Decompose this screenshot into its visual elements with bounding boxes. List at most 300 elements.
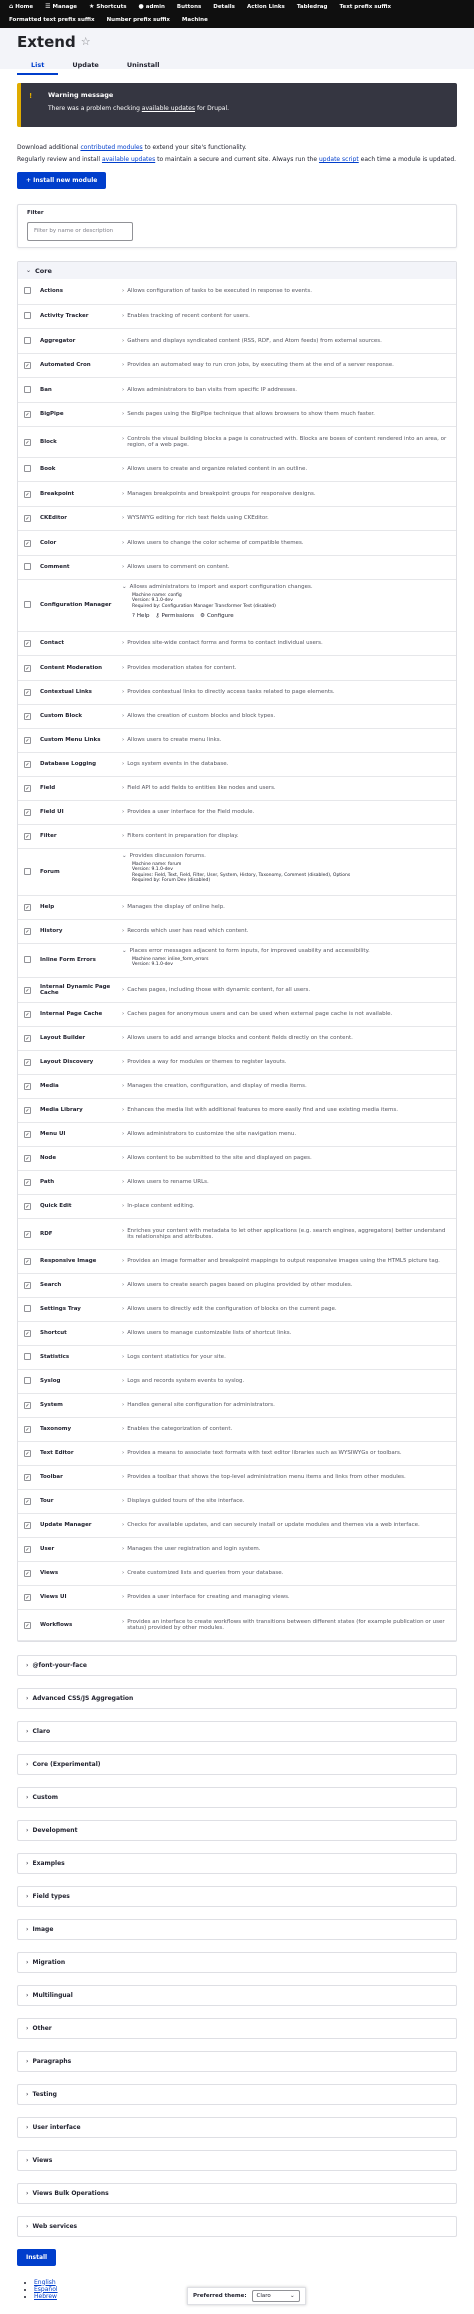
chevron-right-icon[interactable]: › bbox=[122, 362, 125, 368]
package-group[interactable]: › Other bbox=[17, 2018, 457, 2039]
module-name[interactable]: Node bbox=[40, 1146, 122, 1170]
module-name[interactable]: Media Library bbox=[40, 1098, 122, 1122]
package-group[interactable]: › Custom bbox=[17, 1787, 457, 1808]
module-description[interactable]: Manages the display of online help. bbox=[127, 904, 225, 910]
module-name[interactable]: Views UI bbox=[40, 1585, 122, 1609]
module-name[interactable]: Menu UI bbox=[40, 1122, 122, 1146]
module-checkbox[interactable]: ✓ bbox=[25, 810, 30, 816]
module-description[interactable]: Allows users to create menu links. bbox=[127, 737, 222, 743]
module-checkbox[interactable] bbox=[24, 868, 31, 875]
chevron-right-icon[interactable]: › bbox=[122, 1179, 125, 1185]
chevron-down-icon: ⌄ bbox=[289, 2293, 295, 2299]
module-checkbox[interactable]: ✓ bbox=[25, 1231, 30, 1238]
module-description[interactable]: Checks for available updates, and can securely install or update modules and themes via a web interface. bbox=[127, 1522, 420, 1528]
chevron-right-icon[interactable]: › bbox=[122, 928, 125, 934]
chevron-right-icon[interactable]: › bbox=[122, 435, 125, 442]
module-description[interactable]: Manages the user registration and login system. bbox=[127, 1546, 261, 1552]
module-description[interactable]: Provides a user interface for creating and managing views. bbox=[127, 1594, 290, 1600]
module-checkbox[interactable] bbox=[24, 386, 31, 393]
module-checkbox[interactable] bbox=[24, 312, 31, 319]
gear-icon: ⚙ bbox=[200, 613, 205, 619]
chevron-right-icon[interactable]: › bbox=[122, 337, 125, 344]
module-link-configure[interactable]: ⚙ Configure bbox=[200, 613, 234, 619]
chevron-right-icon[interactable]: › bbox=[122, 466, 125, 472]
page-header bbox=[0, 28, 474, 69]
table-row bbox=[18, 776, 456, 800]
module-checkbox[interactable]: ✓ bbox=[25, 786, 30, 792]
available-updates-link-2[interactable]: available updates bbox=[101, 156, 156, 163]
module-name[interactable]: Internal Dynamic Page Cache bbox=[40, 977, 122, 1002]
chevron-right-icon[interactable]: › bbox=[122, 1306, 125, 1312]
module-checkbox[interactable] bbox=[24, 337, 31, 344]
module-description[interactable]: Enables tracking of recent content for users. bbox=[127, 313, 250, 319]
tab-uninstall[interactable]: Uninstall bbox=[126, 61, 160, 69]
module-checkbox[interactable]: ✓ bbox=[25, 987, 30, 994]
package-group[interactable]: › Development bbox=[17, 1820, 457, 1841]
module-name[interactable]: Content Moderation bbox=[40, 655, 122, 680]
module-name[interactable]: Custom Menu Links bbox=[40, 728, 122, 752]
chevron-right-icon: › bbox=[26, 1859, 29, 1867]
module-checkbox[interactable]: ✓ bbox=[25, 363, 30, 369]
module-checkbox[interactable]: ✓ bbox=[25, 1331, 30, 1337]
chevron-right-icon[interactable]: › bbox=[122, 833, 125, 839]
module-checkbox[interactable]: ✓ bbox=[25, 516, 30, 522]
module-checkbox[interactable]: ✓ bbox=[25, 1204, 30, 1210]
module-name[interactable]: Contact bbox=[40, 631, 122, 655]
module-description[interactable]: Manages the creation, configuration, and display of media items. bbox=[127, 1083, 307, 1089]
module-name[interactable]: Views bbox=[40, 1561, 122, 1585]
chevron-right-icon[interactable]: › bbox=[122, 1107, 125, 1113]
table-row bbox=[18, 728, 456, 752]
module-name[interactable]: Field bbox=[40, 776, 122, 800]
module-name[interactable]: Help bbox=[40, 895, 122, 919]
module-checkbox[interactable]: ✓ bbox=[25, 1571, 30, 1577]
chevron-right-icon[interactable]: › bbox=[122, 1059, 125, 1065]
module-checkbox[interactable] bbox=[24, 1377, 31, 1384]
module-description[interactable]: Manages breakpoints and breakpoint groups for responsive designs. bbox=[127, 490, 316, 497]
package-group[interactable]: › Field types bbox=[17, 1886, 457, 1907]
module-name[interactable]: Workflows bbox=[40, 1609, 122, 1640]
module-checkbox[interactable]: ✓ bbox=[25, 1108, 30, 1114]
chevron-right-icon[interactable]: › bbox=[122, 1546, 125, 1552]
filter-box bbox=[17, 204, 457, 248]
tab-update[interactable]: Update bbox=[72, 61, 99, 69]
star-icon: ★ bbox=[89, 3, 95, 10]
module-checkbox[interactable] bbox=[24, 601, 31, 608]
chevron-right-icon[interactable]: › bbox=[122, 737, 125, 743]
admin-toolbar bbox=[0, 0, 474, 28]
module-description[interactable]: Provides a means to associate text formats with text editor libraries such as WYSIWYGs or toolbars. bbox=[127, 1450, 402, 1456]
chevron-right-icon[interactable]: › bbox=[122, 411, 125, 417]
module-name[interactable]: Taxonomy bbox=[40, 1417, 122, 1441]
package-group[interactable]: › Multilingual bbox=[17, 1985, 457, 2006]
module-name[interactable]: Inline Form Errors bbox=[40, 943, 122, 977]
package-group[interactable]: › Examples bbox=[17, 1853, 457, 1874]
table-row bbox=[18, 1321, 456, 1345]
module-name[interactable]: Ban bbox=[40, 377, 122, 402]
chevron-right-icon[interactable]: › bbox=[122, 539, 125, 546]
chevron-right-icon[interactable]: › bbox=[122, 1227, 125, 1234]
table-row bbox=[18, 555, 456, 579]
package-group[interactable]: › User interface bbox=[17, 2117, 457, 2138]
module-description[interactable]: Allows users to rename URLs. bbox=[127, 1179, 209, 1185]
module-description[interactable]: WYSIWYG editing for rich text fields using CKEditor. bbox=[127, 515, 269, 521]
module-name[interactable]: Field UI bbox=[40, 800, 122, 824]
chevron-right-icon[interactable]: › bbox=[122, 288, 125, 295]
language-link[interactable]: Español bbox=[34, 2285, 58, 2293]
module-description[interactable]: Provides a user interface for the Field module. bbox=[127, 809, 255, 815]
toolbar-item-0[interactable]: ⌂ Home bbox=[9, 3, 34, 10]
module-checkbox[interactable]: ✓ bbox=[25, 714, 30, 720]
module-name[interactable]: Update Manager bbox=[40, 1513, 122, 1537]
module-checkbox[interactable]: ✓ bbox=[25, 1427, 30, 1433]
module-description[interactable]: Gathers and displays syndicated content (RSS, RDF, and Atom feeds) from external sources. bbox=[127, 337, 382, 344]
toolbar-item-11[interactable]: Machine bbox=[181, 16, 208, 23]
module-name[interactable]: Custom Block bbox=[40, 704, 122, 728]
table-row bbox=[18, 1074, 456, 1098]
chevron-right-icon[interactable]: › bbox=[122, 1522, 125, 1528]
chevron-right-icon[interactable]: › bbox=[122, 386, 125, 393]
module-name[interactable]: Automated Cron bbox=[40, 353, 122, 377]
chevron-right-icon[interactable]: › bbox=[122, 313, 125, 319]
module-description[interactable]: Allows administrators to ban visits from specific IP addresses. bbox=[127, 386, 297, 393]
chevron-right-icon[interactable]: › bbox=[122, 564, 125, 570]
module-description[interactable]: Provides site-wide contact forms and forms to contact individual users. bbox=[127, 640, 323, 646]
chevron-right-icon[interactable]: › bbox=[122, 1203, 125, 1209]
module-description[interactable]: Displays guided tours of the site interface. bbox=[127, 1498, 245, 1504]
chevron-right-icon[interactable]: › bbox=[122, 1450, 125, 1456]
intro-text: Download additional contributed modules to extend your site's functionality. Regularly review and install available updates to maintain a secure and current site. Always run the update script each time a module is updated. bbox=[17, 144, 457, 163]
module-description[interactable]: Records which user has read which content. bbox=[127, 928, 249, 934]
module-checkbox[interactable]: ✓ bbox=[25, 1156, 30, 1162]
module-description[interactable]: Provides a way for modules or themes to register layouts. bbox=[127, 1059, 287, 1065]
package-group[interactable]: › Advanced CSS/JS Aggregation bbox=[17, 1688, 457, 1709]
module-name[interactable]: Forum bbox=[40, 848, 122, 895]
package-group[interactable]: › Core (Experimental) bbox=[17, 1754, 457, 1775]
module-description[interactable]: Allows users to change the color scheme of compatible themes. bbox=[127, 539, 304, 546]
chevron-right-icon[interactable]: › bbox=[122, 1402, 125, 1408]
module-name[interactable]: Responsive Image bbox=[40, 1249, 122, 1273]
chevron-right-icon[interactable]: › bbox=[122, 515, 125, 521]
module-name[interactable]: Internal Page Cache bbox=[40, 1002, 122, 1026]
toolbar-item-5[interactable]: Details bbox=[213, 3, 235, 10]
chevron-right-icon[interactable]: › bbox=[122, 1131, 125, 1137]
chevron-right-icon: › bbox=[26, 2024, 29, 2032]
table-row bbox=[18, 304, 456, 328]
module-description[interactable]: Logs system events in the database. bbox=[127, 761, 229, 767]
module-name[interactable]: Database Logging bbox=[40, 752, 122, 776]
table-row bbox=[18, 1146, 456, 1170]
chevron-right-icon[interactable]: › bbox=[122, 664, 125, 671]
table-row bbox=[18, 1537, 456, 1561]
module-description[interactable]: Allows administrators to customize the site navigation menu. bbox=[127, 1131, 297, 1137]
module-checkbox[interactable]: ✓ bbox=[25, 1180, 30, 1186]
preferred-theme-bar bbox=[187, 2287, 306, 2305]
module-name[interactable]: Settings Tray bbox=[40, 1297, 122, 1321]
module-description[interactable]: Allows users to create and organize related content in an outline. bbox=[127, 466, 308, 472]
module-checkbox[interactable]: ✓ bbox=[25, 1547, 30, 1553]
module-description[interactable]: Enriches your content with metadata to let other applications (e.g. search engines, aggregators) better understand its relationships and attributes. bbox=[127, 1227, 446, 1240]
toolbar-item-9[interactable]: Formatted text prefix suffix bbox=[9, 16, 95, 23]
module-name[interactable]: Shortcut bbox=[40, 1321, 122, 1345]
chevron-right-icon[interactable]: › bbox=[122, 1426, 125, 1432]
module-checkbox[interactable]: ✓ bbox=[25, 929, 30, 935]
chevron-right-icon[interactable]: › bbox=[122, 1155, 125, 1161]
table-row bbox=[18, 328, 456, 353]
module-link-help[interactable]: ? Help bbox=[132, 613, 150, 619]
module-description[interactable]: In-place content editing. bbox=[127, 1203, 195, 1209]
table-row bbox=[18, 1561, 456, 1585]
module-description[interactable]: Field API to add fields to entities like nodes and users. bbox=[127, 785, 276, 791]
module-description[interactable]: Caches pages, including those with dynamic content, for all users. bbox=[127, 986, 311, 993]
language-link[interactable]: English bbox=[34, 2278, 56, 2286]
module-checkbox[interactable]: ✓ bbox=[25, 1403, 30, 1409]
module-checkbox[interactable]: ✓ bbox=[25, 1451, 30, 1457]
module-description[interactable]: Provides a toolbar that shows the top-level administration menu items and links from other modules. bbox=[127, 1474, 406, 1480]
module-checkbox[interactable]: ✓ bbox=[25, 641, 30, 647]
chevron-right-icon[interactable]: › bbox=[122, 1354, 125, 1360]
table-row bbox=[18, 1050, 456, 1074]
module-name[interactable]: Actions bbox=[40, 279, 122, 304]
chevron-right-icon[interactable]: › bbox=[122, 689, 125, 695]
toolbar-item-3[interactable]: ● admin bbox=[138, 3, 165, 10]
module-name[interactable]: Block bbox=[40, 426, 122, 457]
chevron-right-icon: › bbox=[26, 1793, 29, 1801]
module-checkbox[interactable]: ✓ bbox=[25, 1012, 30, 1018]
chevron-right-icon[interactable]: › bbox=[122, 1618, 125, 1625]
module-name[interactable]: Media bbox=[40, 1074, 122, 1098]
chevron-right-icon[interactable]: › bbox=[122, 1594, 125, 1600]
module-description[interactable]: Logs content statistics for your site. bbox=[127, 1354, 226, 1360]
table-row bbox=[18, 402, 456, 426]
table-row bbox=[18, 1585, 456, 1609]
module-description[interactable]: Create customized lists and queries from your database. bbox=[127, 1570, 284, 1576]
module-checkbox[interactable] bbox=[24, 465, 31, 472]
module-description[interactable]: Enables the categorization of content. bbox=[127, 1426, 233, 1432]
module-link-permissions[interactable]: ⚷ Permissions bbox=[155, 613, 195, 619]
table-row bbox=[18, 530, 456, 555]
module-checkbox[interactable]: ✓ bbox=[25, 439, 30, 446]
table-row bbox=[18, 1026, 456, 1050]
chevron-right-icon[interactable]: › bbox=[122, 986, 125, 993]
module-requirements: Machine name: config Version: 9.1.0-dev Required by: Configuration Manager Transformer Test (disabled) bbox=[132, 592, 276, 609]
module-checkbox[interactable] bbox=[24, 287, 31, 294]
table-row bbox=[18, 279, 456, 304]
module-description[interactable]: Enhances the media list with additional features to more easily find and use existing media items. bbox=[127, 1107, 398, 1113]
toolbar-item-8[interactable]: Text prefix suffix bbox=[339, 3, 392, 10]
module-description[interactable]: Allows users to add and arrange blocks and content fields directly on the content. bbox=[127, 1035, 353, 1041]
package-group[interactable]: › Claro bbox=[17, 1721, 457, 1742]
chevron-down-icon[interactable]: ⌄ bbox=[122, 583, 127, 590]
chevron-right-icon[interactable]: › bbox=[122, 1282, 125, 1288]
module-checkbox[interactable] bbox=[24, 563, 31, 570]
available-updates-link[interactable]: available updates bbox=[141, 105, 196, 112]
module-name[interactable]: Quick Edit bbox=[40, 1194, 122, 1218]
module-name[interactable]: Text Editor bbox=[40, 1441, 122, 1465]
table-row bbox=[18, 943, 456, 977]
module-name[interactable]: Tour bbox=[40, 1489, 122, 1513]
package-group[interactable]: › Paragraphs bbox=[17, 2051, 457, 2072]
chevron-right-icon[interactable]: › bbox=[122, 1035, 125, 1041]
toolbar-item-6[interactable]: Action Links bbox=[246, 3, 285, 10]
shortcut-star-icon[interactable]: ☆ bbox=[80, 35, 91, 48]
preferred-theme-label: Preferred theme: bbox=[193, 2293, 247, 2299]
chevron-right-icon: › bbox=[26, 2057, 29, 2065]
chevron-right-icon: › bbox=[26, 1958, 29, 1966]
module-name[interactable]: Activity Tracker bbox=[40, 304, 122, 328]
module-name[interactable]: Layout Builder bbox=[40, 1026, 122, 1050]
chevron-right-icon[interactable]: › bbox=[122, 1083, 125, 1089]
toolbar-item-2[interactable]: ★ Shortcuts bbox=[89, 3, 127, 10]
module-description[interactable]: Handles general site configuration for administrators. bbox=[127, 1402, 275, 1408]
module-name[interactable]: Contextual Links bbox=[40, 680, 122, 704]
module-description[interactable]: Allows users to comment on content. bbox=[127, 564, 230, 570]
module-description[interactable]: Allows users to directly edit the configuration of blocks on the current page. bbox=[127, 1306, 337, 1312]
module-description[interactable]: Allows content to be submitted to the site and displayed on pages. bbox=[127, 1155, 312, 1161]
module-name[interactable]: Breakpoint bbox=[40, 481, 122, 506]
module-checkbox[interactable]: ✓ bbox=[25, 1595, 30, 1601]
module-checkbox[interactable]: ✓ bbox=[25, 1475, 30, 1481]
module-description[interactable]: Provides discussion forums. bbox=[129, 852, 206, 859]
chevron-right-icon[interactable]: › bbox=[122, 1378, 125, 1384]
module-description[interactable]: Sends pages using the BigPipe technique that allows browsers to show them much faster. bbox=[127, 411, 375, 417]
update-script-link[interactable]: update script bbox=[318, 156, 359, 163]
module-name[interactable]: Configuration Manager bbox=[40, 579, 122, 631]
table-row bbox=[18, 1002, 456, 1026]
module-checkbox[interactable]: ✓ bbox=[25, 1036, 30, 1042]
module-description[interactable]: Filters content in preparation for display. bbox=[127, 833, 239, 839]
contributed-modules-link[interactable]: contributed modules bbox=[80, 144, 143, 151]
package-group[interactable]: › Views bbox=[17, 2150, 457, 2171]
toolbar-item-4[interactable]: Buttons bbox=[176, 3, 202, 10]
module-description[interactable]: Logs and records system events to syslog. bbox=[127, 1378, 245, 1384]
module-checkbox[interactable]: ✓ bbox=[25, 665, 30, 672]
module-name[interactable]: Color bbox=[40, 530, 122, 555]
module-checkbox[interactable]: ✓ bbox=[25, 1084, 30, 1090]
table-row bbox=[18, 848, 456, 895]
chevron-right-icon[interactable]: › bbox=[122, 761, 125, 767]
module-description[interactable]: Allows users to create search pages based on plugins provided by other modules. bbox=[127, 1282, 353, 1288]
package-group[interactable]: › Testing bbox=[17, 2084, 457, 2105]
module-checkbox[interactable] bbox=[24, 956, 31, 963]
chevron-right-icon[interactable]: › bbox=[122, 904, 125, 910]
toolbar-item-1[interactable]: ☰ Manage bbox=[45, 3, 78, 10]
module-checkbox[interactable]: ✓ bbox=[25, 1523, 30, 1529]
chevron-right-icon[interactable]: › bbox=[122, 490, 125, 497]
module-checkbox[interactable]: ✓ bbox=[25, 762, 30, 768]
chevron-right-icon[interactable]: › bbox=[122, 1474, 125, 1480]
module-name[interactable]: Comment bbox=[40, 555, 122, 579]
module-name[interactable]: Statistics bbox=[40, 1345, 122, 1369]
module-description[interactable]: Provides contextual links to directly access tasks related to page elements. bbox=[127, 689, 335, 695]
filter-input[interactable]: Filter by name or description bbox=[27, 222, 133, 241]
module-description[interactable]: Places error messages adjacent to form inputs, for improved usability and accessibility. bbox=[129, 947, 370, 954]
module-description[interactable]: Provides an automated way to run cron jobs, by executing them at the end of a server response. bbox=[127, 362, 394, 368]
chevron-right-icon[interactable]: › bbox=[122, 809, 125, 815]
chevron-right-icon[interactable]: › bbox=[122, 1570, 125, 1576]
module-checkbox[interactable]: ✓ bbox=[25, 905, 30, 911]
table-row bbox=[18, 1170, 456, 1194]
module-checkbox[interactable] bbox=[24, 1305, 31, 1312]
module-description[interactable]: Caches pages for anonymous users and can be used when external page cache is not available. bbox=[127, 1011, 393, 1017]
module-name[interactable]: Syslog bbox=[40, 1369, 122, 1393]
module-name[interactable]: RDF bbox=[40, 1218, 122, 1249]
toolbar-item-10[interactable]: Number prefix suffix bbox=[106, 16, 170, 23]
chevron-right-icon[interactable]: › bbox=[122, 785, 125, 791]
module-name[interactable]: Aggregator bbox=[40, 328, 122, 353]
module-description[interactable]: Allows administrators to import and export configuration changes. bbox=[129, 583, 313, 590]
module-checkbox[interactable]: ✓ bbox=[25, 1622, 30, 1629]
package-group[interactable]: › Migration bbox=[17, 1952, 457, 1973]
module-name[interactable]: Filter bbox=[40, 824, 122, 848]
module-checkbox[interactable]: ✓ bbox=[25, 690, 30, 696]
home-icon: ⌂ bbox=[9, 3, 14, 10]
core-summary[interactable]: ⌄ Core bbox=[18, 262, 456, 279]
package-group[interactable]: › Views Bulk Operations bbox=[17, 2183, 457, 2204]
module-description[interactable]: Provides an interface to create workflows with transitions between different states (for example publication or user status) provided by other modules. bbox=[127, 1618, 445, 1631]
chevron-right-icon: › bbox=[26, 1925, 29, 1933]
chevron-right-icon[interactable]: › bbox=[122, 640, 125, 646]
module-description[interactable]: Provides an image formatter and breakpoint mappings to output responsive images using the HTML5 picture tag. bbox=[127, 1258, 440, 1264]
chevron-right-icon[interactable]: › bbox=[122, 1258, 125, 1264]
module-name[interactable]: Layout Discovery bbox=[40, 1050, 122, 1074]
module-name[interactable]: System bbox=[40, 1393, 122, 1417]
module-checkbox[interactable]: ✓ bbox=[25, 1499, 30, 1505]
module-name[interactable]: History bbox=[40, 919, 122, 943]
module-description[interactable]: Controls the visual building blocks a page is constructed with. Blocks are boxes of content rendered into an area, or region, of a web page. bbox=[127, 435, 447, 448]
module-description[interactable]: Allows configuration of tasks to be executed in response to events. bbox=[127, 288, 312, 295]
module-name[interactable]: Book bbox=[40, 457, 122, 481]
chevron-right-icon[interactable]: › bbox=[122, 713, 125, 719]
module-description[interactable]: Allows the creation of custom blocks and block types. bbox=[127, 713, 276, 719]
module-description[interactable]: Allows users to manage customizable lists of shortcut links. bbox=[127, 1330, 292, 1336]
module-checkbox[interactable]: ✓ bbox=[25, 412, 30, 418]
table-row bbox=[18, 1369, 456, 1393]
package-group[interactable]: › Image bbox=[17, 1919, 457, 1940]
module-name[interactable]: CKEditor bbox=[40, 506, 122, 530]
preferred-theme-select[interactable]: Claro ⌄ bbox=[252, 2290, 300, 2302]
module-checkbox[interactable]: ✓ bbox=[25, 1259, 30, 1265]
module-checkbox[interactable]: ✓ bbox=[25, 834, 30, 840]
package-group[interactable]: › Web services bbox=[17, 2216, 457, 2237]
module-checkbox[interactable]: ✓ bbox=[25, 738, 30, 744]
module-description[interactable]: Provides moderation states for content. bbox=[127, 664, 237, 671]
chevron-right-icon[interactable]: › bbox=[122, 1498, 125, 1504]
chevron-down-icon[interactable]: ⌄ bbox=[122, 852, 127, 859]
module-name[interactable]: Toolbar bbox=[40, 1465, 122, 1489]
chevron-down-icon[interactable]: ⌄ bbox=[122, 947, 127, 954]
module-checkbox[interactable] bbox=[24, 1353, 31, 1360]
language-link[interactable]: Hebrew bbox=[34, 2292, 57, 2300]
module-checkbox[interactable]: ✓ bbox=[25, 491, 30, 498]
chevron-right-icon: › bbox=[26, 1991, 29, 1999]
module-checkbox[interactable]: ✓ bbox=[25, 1060, 30, 1066]
module-checkbox[interactable]: ✓ bbox=[25, 540, 30, 547]
module-name[interactable]: BigPipe bbox=[40, 402, 122, 426]
toolbar-item-7[interactable]: Tabledrag bbox=[296, 3, 328, 10]
module-checkbox[interactable]: ✓ bbox=[25, 1132, 30, 1138]
chevron-right-icon[interactable]: › bbox=[122, 1330, 125, 1336]
module-name[interactable]: User bbox=[40, 1537, 122, 1561]
chevron-right-icon[interactable]: › bbox=[122, 1011, 125, 1017]
install-new-module-button[interactable]: + Install new module bbox=[17, 172, 106, 189]
package-group[interactable]: › @font-your-face bbox=[17, 1655, 457, 1676]
module-checkbox[interactable]: ✓ bbox=[25, 1283, 30, 1289]
tab-list[interactable]: List bbox=[17, 57, 58, 75]
install-button[interactable]: Install bbox=[17, 2249, 56, 2266]
module-name[interactable]: Search bbox=[40, 1273, 122, 1297]
module-name[interactable]: Path bbox=[40, 1170, 122, 1194]
